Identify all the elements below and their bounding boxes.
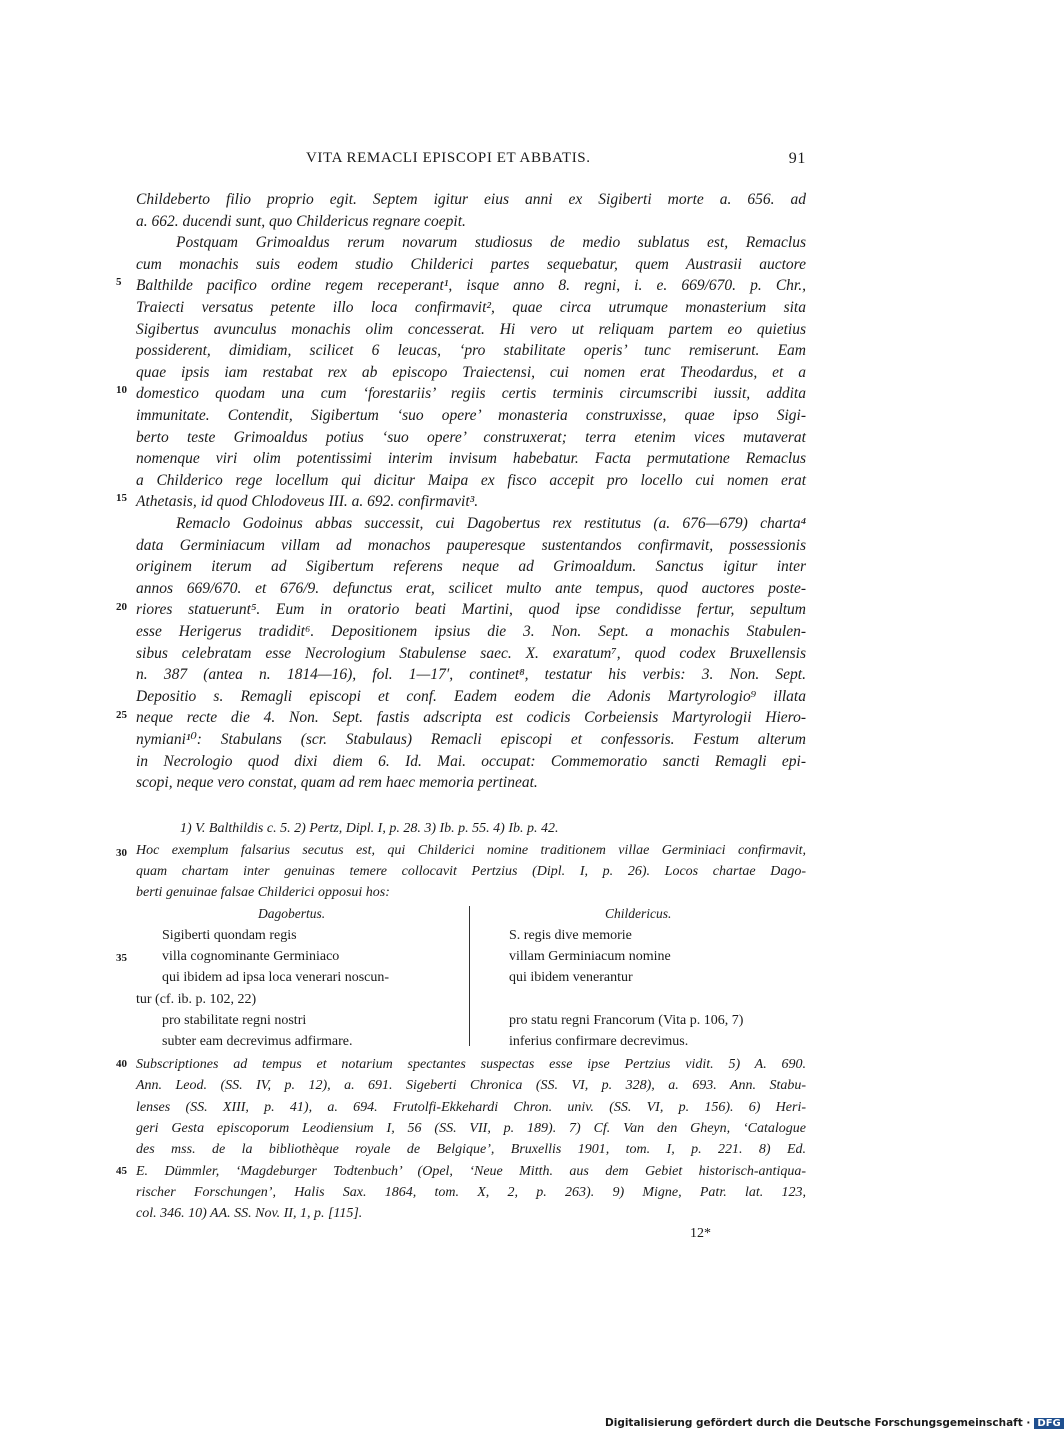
body-line: in Necrologio quod dixi diem 6. Id. Mai. occupat: Commemoratio sancti Remagli epi- [136, 752, 806, 770]
body-line: data Germiniacum villam ad monachos pauperesque sustentandos confirmavit, possessionis [136, 536, 806, 554]
body-line: a Childerico rege locellum qui dicitur Maipa ex fisco accepit pro locello cui nomen erat [136, 471, 806, 489]
body-line: annos 669/670. et 676/9. defunctus erat, scilicet multo ante tempus, quod auctores poste- [136, 579, 806, 597]
body-line: Sigibertus avunculus monachis olim concesserat. Hi vero ut reliquam partem eo quietius [136, 320, 806, 338]
line-number: 35 [116, 952, 127, 964]
body-line: berto teste Grimoaldus potius ‘suo opere’ construxerat; terra etenim vices mutaverat [136, 428, 806, 446]
body-line: Postquam Grimoaldus rerum novarum studiosus de medio sublatus est, Remaclus [176, 234, 806, 252]
right-column-cell: inferius confirmare decrevimus. [509, 1034, 689, 1049]
body-line: esse Herigerus tradidit⁶. Depositionem ipsius die 3. Non. Sept. a monachis Stabulen- [136, 623, 806, 640]
body-line: Traiecti versatus petente illo loca confirmavit², quae circa utrumque monasterium sita [136, 299, 806, 316]
dfg-logo: DFG [1034, 1418, 1063, 1429]
body-line: cum monachis suis eodem studio Childerici partes sequebatur, quem Austrasii auctore [136, 255, 806, 273]
line-number: 10 [116, 384, 127, 396]
line-number: 5 [116, 276, 122, 288]
footnote-line: Ann. Leod. (SS. IV, p. 12), a. 691. Sigeberti Chronica (SS. VI, p. 328), a. 693. Ann. Stabu- [136, 1078, 806, 1094]
line-number: 25 [116, 709, 127, 721]
digitization-credit [605, 1417, 1064, 1429]
body-line: originem iterum ad Sigibertum referens neque ad Grimoaldum. Sanctus igitur inter [136, 558, 806, 576]
footnote-line: E. Dümmler, ‘Magdeburger Todtenbuch’ (Opel, ‘Neue Mitth. aus dem Gebiet historisch-antiqua- [136, 1163, 806, 1179]
line-number: 15 [116, 492, 127, 504]
column-divider [469, 906, 470, 1046]
right-column-heading: Childericus. [605, 906, 672, 921]
left-column-cell: subter eam decrevimus adfirmare. [162, 1034, 353, 1049]
body-line: quae ipsis iam restabat rex ab episcopo Traiectensi, cui nomen erat Theodardus, et a [136, 363, 806, 381]
body-line: n. 387 (antea n. 1814—16), fol. 1—17′, continet⁸, testatur his verbis: 3. Non. Sept. [136, 666, 806, 684]
page-number: 91 [788, 150, 806, 167]
right-column-cell: villam Germiniacum nomine [509, 949, 671, 964]
credit-text: Digitalisierung gefördert durch die Deutsche Forschungsgemeinschaft · [605, 1417, 1031, 1429]
right-column-cell: qui ibidem venerantur [509, 970, 633, 985]
footnote-line: Hoc exemplum falsarius secutus est, qui Childerici nomine traditionem villae Germiniaci confirmavit, [136, 843, 806, 858]
footnotes-1-4: 1) V. Balthildis c. 5. 2) Pertz, Dipl. I, p. 28. 3) Ib. p. 55. 4) Ib. p. 42. [180, 821, 559, 836]
left-column-cell: villa cognominante Germiniaco [162, 949, 340, 964]
body-line: a. 662. ducendi sunt, quo Childericus regnare coepit. [136, 212, 466, 230]
footnote-line: geri Gesta episcoporum Leodiensium I, 56 (SS. VII, p. 189). 7) Cf. Van den Gheyn, ‘Catalogue [136, 1120, 806, 1136]
body-line: sibus celebratam esse Necrologium Stabulense saec. X. exaratum⁷, quod codex Bruxellensis [136, 644, 806, 662]
footnote-line: col. 346. 10) AA. SS. Nov. II, 1, p. [115]. [136, 1206, 363, 1222]
line-number: 30 [116, 847, 127, 859]
body-line: domestico quodam una cum ‘forestariis’ regiis certis terminis circumscribi iussit, addita [136, 385, 806, 403]
left-column-cell: Sigiberti quondam regis [162, 928, 297, 943]
body-line: immunitate. Contendit, Sigibertum ‘suo opere’ monasteria construxisse, quae ipso Sigi- [136, 407, 806, 424]
footnote-line: Subscriptiones ad tempus et notarium spectantes suspectas esse ipse Pertzius vidit. 5) A. 690. [136, 1057, 806, 1072]
line-number: 20 [116, 601, 127, 613]
line-number: 40 [116, 1058, 127, 1070]
signature-mark: 12* [690, 1226, 711, 1241]
running-title: VITA REMACLI EPISCOPI ET ABBATIS. [306, 150, 591, 166]
body-line: Athetasis, id quod Chlodoveus III. a. 692. confirmavit³. [136, 493, 479, 511]
body-line: nymiani¹⁰: Stabulans (scr. Stabulaus) Remacli episcopi et confessoris. Festum alterum [136, 731, 806, 748]
footnote-line: lenses (SS. XIII, p. 41), a. 694. Frutolfi-Ekkehardi Chron. univ. (SS. VI, p. 156). 6) Heri- [136, 1099, 806, 1115]
page-header [136, 150, 806, 172]
footnote-line: quam chartam inter genuinas temere collocavit Pertzius (Dipl. I, p. 26). Locos chartae Dago- [136, 864, 806, 879]
right-column-cell: S. regis dive memorie [509, 928, 632, 943]
left-column-cell: qui ibidem ad ipsa loca venerari noscun- [162, 970, 390, 985]
line-number: 45 [116, 1165, 127, 1177]
body-line: Depositio s. Remagli episcopi et conf. Eadem eodem die Adonis Martyrologio⁹ illata [136, 687, 806, 705]
right-column-cell: pro statu regni Francorum (Vita p. 106, 7) [509, 1013, 744, 1028]
left-column-heading: Dagobertus. [258, 906, 326, 921]
left-column-cell: pro stabilitate regni nostri [162, 1013, 307, 1028]
left-column-cell: tur (cf. ib. p. 102, 22) [136, 992, 257, 1007]
body-line: Balthilde pacifico ordine regem receperant¹, isque anno 8. regni, i. e. 669/670. p. Chr., [136, 277, 806, 295]
body-line: scopi, neque vero constat, quam ad rem haec memoria pertineat. [136, 774, 538, 792]
footnote-line: berti genuinae falsae Childerici opposui hos: [136, 885, 390, 900]
footnote-line: des mss. de la bibliothèque royale de Belgique’, Bruxellis 1901, tom. I, p. 221. 8) Ed. [136, 1142, 806, 1158]
body-line: nomenque viri olim potentissimi interim invisum habebatur. Facta permutatione Remaclus [136, 450, 806, 468]
footnote-line: rischer Forschungen’, Halis Sax. 1864, tom. X, 2, p. 263). 9) Migne, Patr. lat. 123, [136, 1184, 806, 1200]
body-line: neque recte die 4. Non. Sept. fastis adscripta est codicis Corbeiensis Martyrologii Hiero- [136, 709, 806, 727]
body-line: Remaclo Godoinus abbas successit, cui Dagobertus rex restitutus (a. 676—679) charta⁴ [176, 515, 806, 532]
body-line: possiderent, dimidiam, scilicet 6 leucas, ‘pro stabilitate operis’ tunc remiserunt. Eam [136, 342, 806, 360]
body-line: Childeberto filio proprio egit. Septem igitur eius anni ex Sigiberti morte a. 656. ad [136, 191, 806, 208]
body-line: riores statuerunt⁵. Eum in oratorio beati Martini, quod ipse condidisse fertur, sepultum [136, 601, 806, 619]
